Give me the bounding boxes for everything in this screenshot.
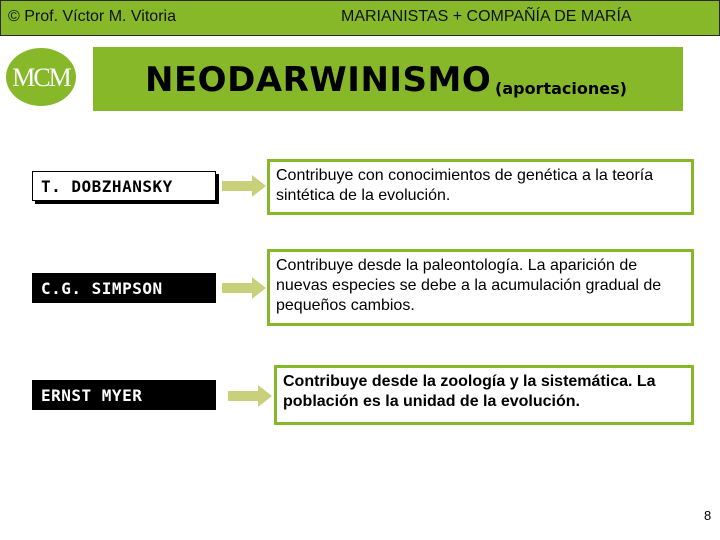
arrow-right-icon [222, 175, 266, 197]
contributor-name: ERNST MYER [41, 386, 143, 405]
contributor-description [274, 365, 694, 425]
arrow-right-icon [222, 277, 266, 299]
logo-text: MCM [12, 63, 70, 92]
contributor-name: T. DOBZHANSKY [41, 177, 173, 196]
arrow-right-icon [228, 385, 272, 407]
mcm-logo-icon [4, 46, 78, 108]
contributor-name-box [32, 273, 216, 303]
contributor-name-box [32, 171, 216, 201]
description-text: Contribuye con conocimientos de genética a la teoría sintética de la evolución. [276, 167, 654, 204]
contributor-name: C.G. SIMPSON [41, 279, 163, 298]
page-subtitle: (aportaciones) [495, 79, 627, 98]
title-banner [93, 47, 683, 111]
contributor-name-box [32, 380, 216, 410]
contributor-description [267, 249, 694, 326]
description-text: Contribuye desde la paleontología. La aparición de nuevas especies se debe a la acumulación gradual de pequeños cambios. [276, 257, 662, 314]
author-label: © Prof. Víctor M. Vitoria [8, 8, 176, 25]
description-text: Contribuye desde la zoología y la sistemática. La población es la unidad de la evolución. [283, 373, 656, 410]
institution-label: MARIANISTAS + COMPAÑÍA DE MARÍA [341, 8, 632, 25]
contributor-description [267, 159, 694, 215]
header-bar [0, 0, 720, 36]
page-title: NEODARWINISMO [145, 60, 492, 100]
page-number: 8 [704, 508, 712, 523]
